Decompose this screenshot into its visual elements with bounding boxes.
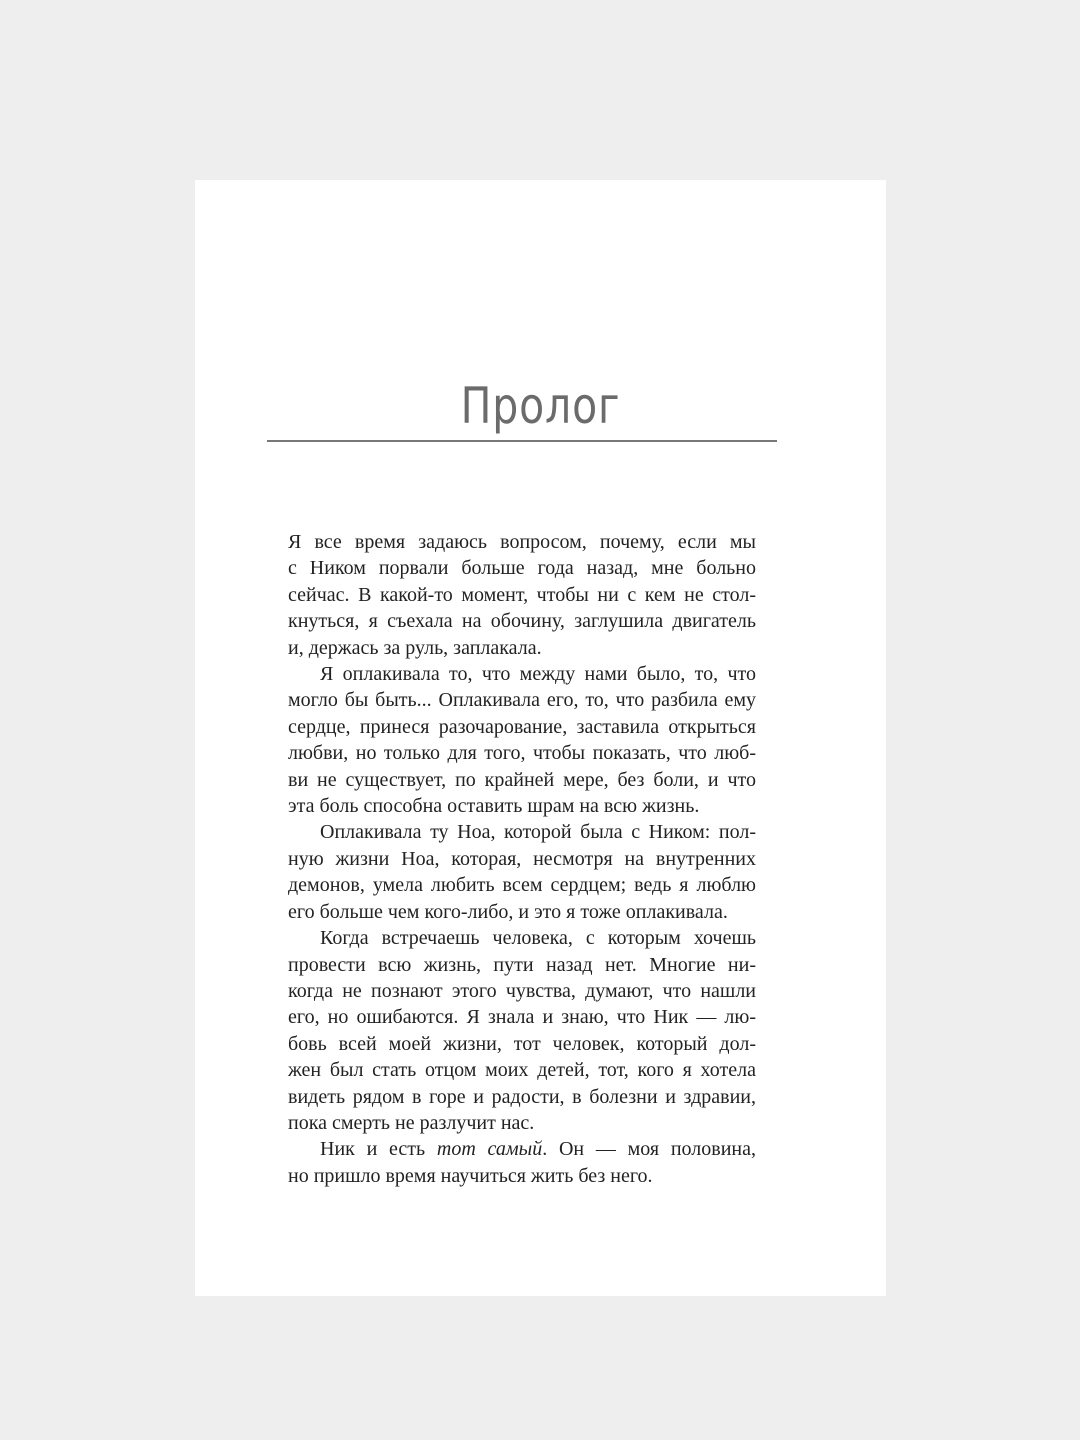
text-line (288, 1136, 756, 1162)
text-line: эта боль способна оставить шрам на всю жизнь. (288, 795, 700, 818)
title-divider (267, 440, 777, 442)
text-line: его, но ошибаются. Я знала и знаю, что Ник — лю- (288, 1006, 756, 1029)
text-line: Я все время задаюсь вопросом, почему, если мы (288, 531, 756, 553)
text-line: с Ником порвали больше года назад, мне больно (288, 557, 756, 580)
italic-emphasis: тот самый (436, 1138, 543, 1161)
text-line: и, держась за руль, заплакала. (288, 636, 542, 659)
text-line: могло бы быть... Оплакивала его, то, что разбила ему (288, 689, 756, 712)
text-line: сейчас. В какой-то момент, чтобы ни с кем не стол- (288, 583, 756, 606)
book-page (195, 180, 886, 1296)
text-line: сердце, принеся разочарование, заставила открыться (288, 715, 756, 738)
chapter-body (288, 529, 756, 1189)
text-line: кнуться, я съехала на обочину, заглушила двигатель (288, 610, 756, 633)
text-line: бовь всей моей жизни, тот человек, который дол- (288, 1032, 756, 1055)
text-line: демонов, умела любить всем сердцем; ведь я люблю (288, 874, 756, 897)
text-line: но пришло время научиться жить без него. (288, 1164, 653, 1187)
text-segment: . Он — моя половина, (542, 1138, 756, 1161)
text-segment: Ник и есть (320, 1138, 437, 1161)
text-line: видеть рядом в горе и радости, в болезни и здравии, (288, 1085, 756, 1108)
text-line: жен был стать отцом моих детей, тот, кого я хотела (288, 1059, 756, 1082)
text-line: Когда встречаешь человека, с которым хочешь (320, 927, 756, 950)
text-line: Оплакивала ту Ноа, которой была с Ником: пол- (320, 821, 756, 844)
text-line: его больше чем кого-либо, и это я тоже оплакивала. (288, 900, 728, 923)
chapter-title: Пролог (460, 377, 621, 435)
text-line: когда не познают этого чувства, думают, что нашли (288, 979, 756, 1002)
text-line: провести всю жизнь, пути назад нет. Многие ни- (288, 953, 756, 976)
text-line: Я оплакивала то, что между нами было, то, что (320, 663, 756, 686)
text-line: ви не существует, по крайней мере, без боли, и что (288, 768, 756, 791)
text-line: пока смерть не разлучит нас. (288, 1111, 535, 1134)
text-line: ную жизни Ноа, которая, несмотря на внутренних (288, 847, 756, 870)
text-line: любви, но только для того, чтобы показать, что люб- (288, 742, 756, 765)
